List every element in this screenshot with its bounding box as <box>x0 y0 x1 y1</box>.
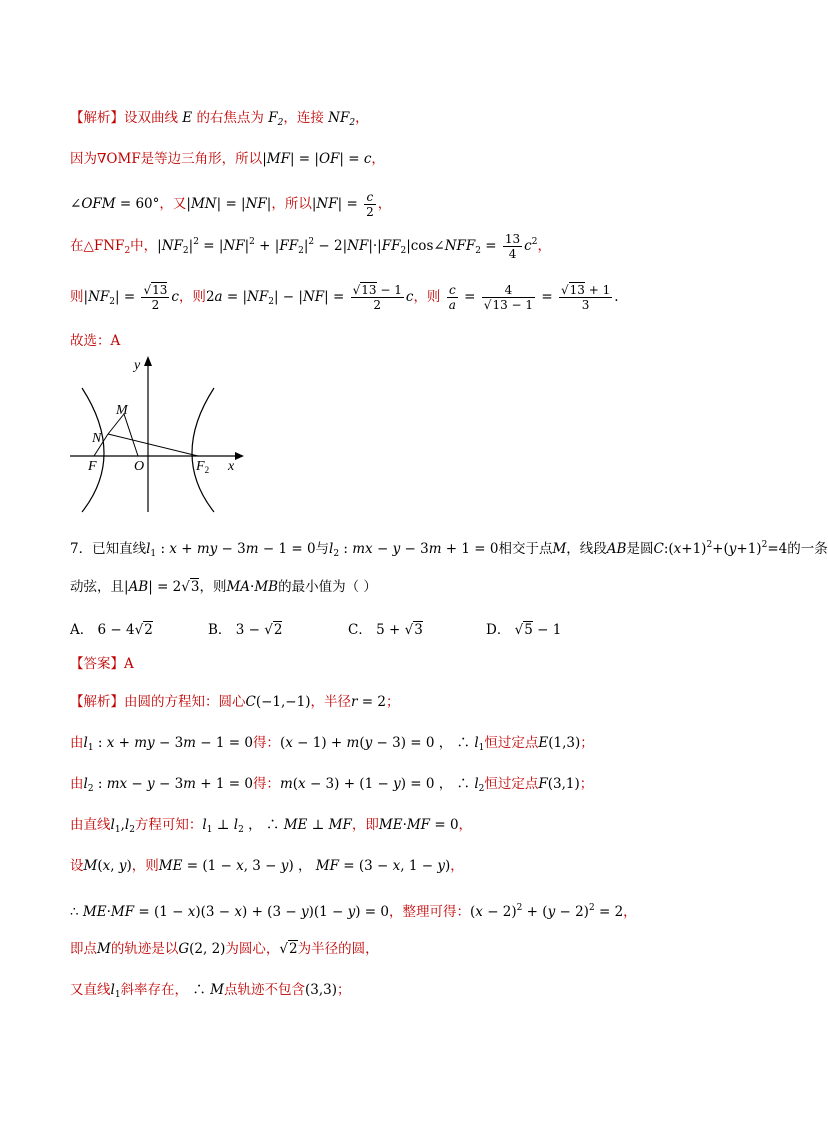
solution1-line4: 在$\triangle FNF_2$中，$|NF_2|^2 = |NF|^2 + |FF_2|^2$ − $2|NF|\cdot|FF_2|\cos\angle NFF_2$ = $\frac{13}{4}$ $c^2$， <box>70 232 551 261</box>
label-O: O <box>134 459 145 474</box>
solution1-line1: 【解析】设双曲线 E 的右焦点为 $F_2$，连接 $NF_2$， <box>70 110 369 128</box>
answer-select: 故选：A <box>70 333 121 349</box>
question7-line1: 7．已知直线$l_1$ : x + my − 3m − 1 = 0与$l_2$ : mx − y − 3m + 1 = 0相交于点M，线段AB是圆$C:(x+1)^2+(y+1)^2=4$的一条 <box>70 540 828 559</box>
solution-tag: 【解析】 <box>70 110 124 126</box>
solution2-line2: 由$l_1$ : x + my − 3m − 1 = 0得：(x − 1) + m(y − 3) = 0 ， ∴ $l_1$恒过定点E(1,3)； <box>70 735 594 753</box>
solution2-line7: 即点M的轨迹是以G(2, 2)为圆心，√2为半径的圆， <box>70 941 379 957</box>
option-d[interactable]: D． √5 − 1 <box>486 622 562 638</box>
question7-line2: 动弦，且|AB| = 2√3，则MA·MB的最小值为（ ） <box>70 579 377 595</box>
solution2-line8: 又直线$l_1$斜率存在， ∴ M点轨迹不包含(3,3)； <box>70 982 351 1000</box>
solution2-line5: 设M(x, y)，则ME = (1 − x, 3 − y) ， MF = (3 − x, 1 − y)， <box>70 858 464 874</box>
solution2-line3: 由$l_2$ : mx − y − 3m + 1 = 0得：m(x − 3) + (1 − y) = 0 ， ∴ $l_2$恒过定点F(3,1)； <box>70 776 594 794</box>
solution2-line1: 【解析】由圆的方程知：圆心C(−1,−1)，半径r = 2； <box>70 694 400 710</box>
solution2-line6: ∴ ME·MF = (1 − x)(3 − x) + (3 − y)(1 − y) = 0，整理可得：$(x - 2)^2 + (y - 2)^2 = 2$， <box>70 903 637 920</box>
label-F: F <box>88 459 97 474</box>
answer7: 【答案】A <box>70 656 134 672</box>
label-F2: $F_2$ <box>196 459 210 475</box>
solution1-line2: 因为∇OMF是等边三角形，所以|MF| = |OF| = c， <box>70 151 385 167</box>
label-x: x <box>228 459 235 474</box>
label-N: N <box>92 431 102 446</box>
option-b[interactable]: B． 3 − √2 <box>208 622 283 638</box>
solution1-line3: ∠OFM = 60°，又|MN| = |NF|，所以|NF| = $\frac{c}{2}$ ， <box>70 190 392 219</box>
label-M: M <box>116 403 128 418</box>
option-a[interactable]: A． 6 − 4√2 <box>70 622 153 638</box>
hyperbola-figure <box>70 352 250 517</box>
solution1-line5: 则$|NF_2|$ = $\frac{√13}{2}$ c，则$2a = |NF_2| - |NF|$ = $\frac{√13 - 1}{2}$ c，则 $\frac{c}{a}$ = $\frac{4}{√13 - 1}$ = $\frac{√13 + 1}{3}$ . <box>70 283 619 312</box>
option-c[interactable]: C． 5 + √3 <box>348 622 423 638</box>
label-y: y <box>134 358 141 373</box>
solution2-line4: 由直线$l_1,l_2$方程可知：$l_1$ ⊥ $l_2$ ， ∴ ME ⊥ MF，即ME·MF = 0， <box>70 817 473 835</box>
